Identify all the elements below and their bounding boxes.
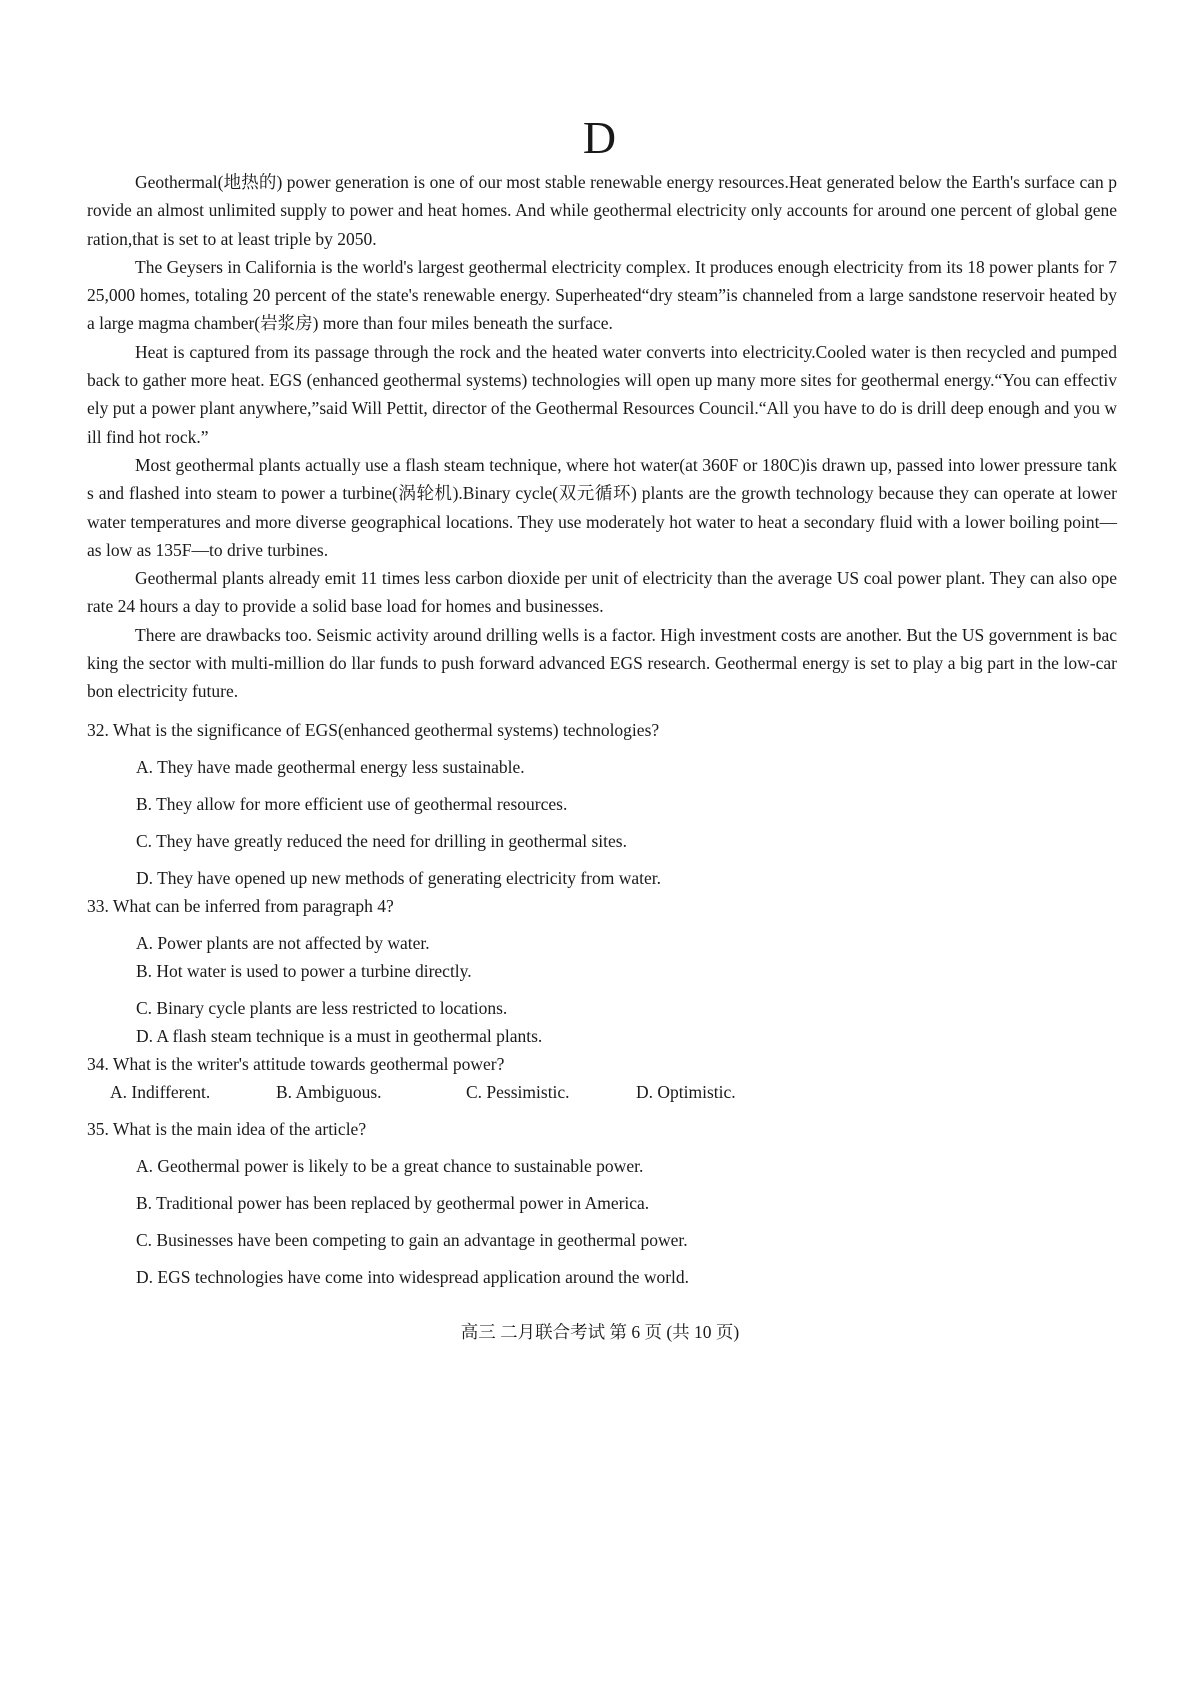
question-34-option-d[interactable]: D. Optimistic. xyxy=(636,1082,736,1102)
paragraph-2: The Geysers in California is the world's largest geothermal electricity complex. It produces enough electricity from its 18 power plants for 725,000 homes, totaling 20 percent of the state's renewable energy. Superheated“dry steam”is channeled from a large sandstone reservoir heated by a large magma chamber(岩浆房) more than four miles beneath the surface. xyxy=(87,256,1117,334)
question-32-option-a[interactable]: A. They have made geothermal energy less sustainable. xyxy=(136,757,525,777)
question-32-option-b[interactable]: B. They allow for more efficient use of geothermal resources. xyxy=(136,794,568,814)
question-35-option-a[interactable]: A. Geothermal power is likely to be a great chance to sustainable power. xyxy=(136,1156,644,1176)
reading-passage xyxy=(87,168,1117,706)
question-34-option-a[interactable]: A. Indifferent. xyxy=(110,1082,211,1102)
question-34-option-c[interactable]: C. Pessimistic. xyxy=(466,1082,570,1102)
question-35-stem: 35. What is the main idea of the article? xyxy=(87,1119,367,1139)
question-33-option-a[interactable]: A. Power plants are not affected by water. xyxy=(136,933,430,953)
section-heading: D xyxy=(582,112,618,163)
page-footer: 高三 二月联合考试 第 6 页 (共 10 页) xyxy=(460,1322,740,1342)
question-33-option-b[interactable]: B. Hot water is used to power a turbine directly. xyxy=(136,961,472,981)
paragraph-6: There are drawbacks too. Seismic activity around drilling wells is a factor. High investment costs are another. But the US government is backing the sector with multi-million do llar funds to push forward advanced EGS research. Geothermal energy is set to play a big part in the low-carbon electricity future. xyxy=(87,624,1117,702)
question-33-stem: 33. What can be inferred from paragraph 4? xyxy=(87,896,394,916)
question-35-option-b[interactable]: B. Traditional power has been replaced by geothermal power in America. xyxy=(136,1193,650,1213)
paragraph-5: Geothermal plants already emit 11 times less carbon dioxide per unit of electricity than the average US coal power plant. They can also operate 24 hours a day to provide a solid base load for homes and businesses. xyxy=(87,568,1117,617)
question-32-stem: 32. What is the significance of EGS(enhanced geothermal systems) technologies? xyxy=(87,720,660,740)
question-35-option-d[interactable]: D. EGS technologies have come into widespread application around the world. xyxy=(136,1267,690,1287)
paragraph-4: Most geothermal plants actually use a flash steam technique, where hot water(at 360F or 180C)is drawn up, passed into lower pressure tanks and flashed into steam to power a turbine(涡轮机).Binary cycle(双元循环) plants are the growth technology because they can operate at lower water temperatures and more diverse geographical locations. They use moderately hot water to heat a secondary fluid with a lower boiling point—as low as 135F—to drive turbines. xyxy=(87,454,1117,560)
question-34-stem: 34. What is the writer's attitude towards geothermal power? xyxy=(87,1054,505,1074)
paragraph-1: Geothermal(地热的) power generation is one of our most stable renewable energy resources.Heat generated below the Earth's surface can provide an almost unlimited supply to power and heat homes. And while geothermal electricity only accounts for around one percent of global generation,that is set to at least triple by 2050. xyxy=(87,172,1117,249)
paragraph-3: Heat is captured from its passage through the rock and the heated water converts into electricity.Cooled water is then recycled and pumped back to gather more heat. EGS (enhanced geothermal systems) technologies will open up many more sites for geothermal energy.“You can effectively put a power plant anywhere,”said Will Pettit, director of the Geothermal Resources Council.“All you have to do is drill deep enough and you will find hot rock.” xyxy=(87,341,1117,447)
question-32-option-d[interactable]: D. They have opened up new methods of generating electricity from water. xyxy=(136,868,661,888)
question-33-option-d[interactable]: D. A flash steam technique is a must in geothermal plants. xyxy=(136,1026,543,1046)
question-33-option-c[interactable]: C. Binary cycle plants are less restricted to locations. xyxy=(136,998,508,1018)
question-32-option-c[interactable]: C. They have greatly reduced the need for drilling in geothermal sites. xyxy=(136,831,627,851)
question-35-option-c[interactable]: C. Businesses have been competing to gain an advantage in geothermal power. xyxy=(136,1230,688,1250)
question-34-option-b[interactable]: B. Ambiguous. xyxy=(276,1082,382,1102)
